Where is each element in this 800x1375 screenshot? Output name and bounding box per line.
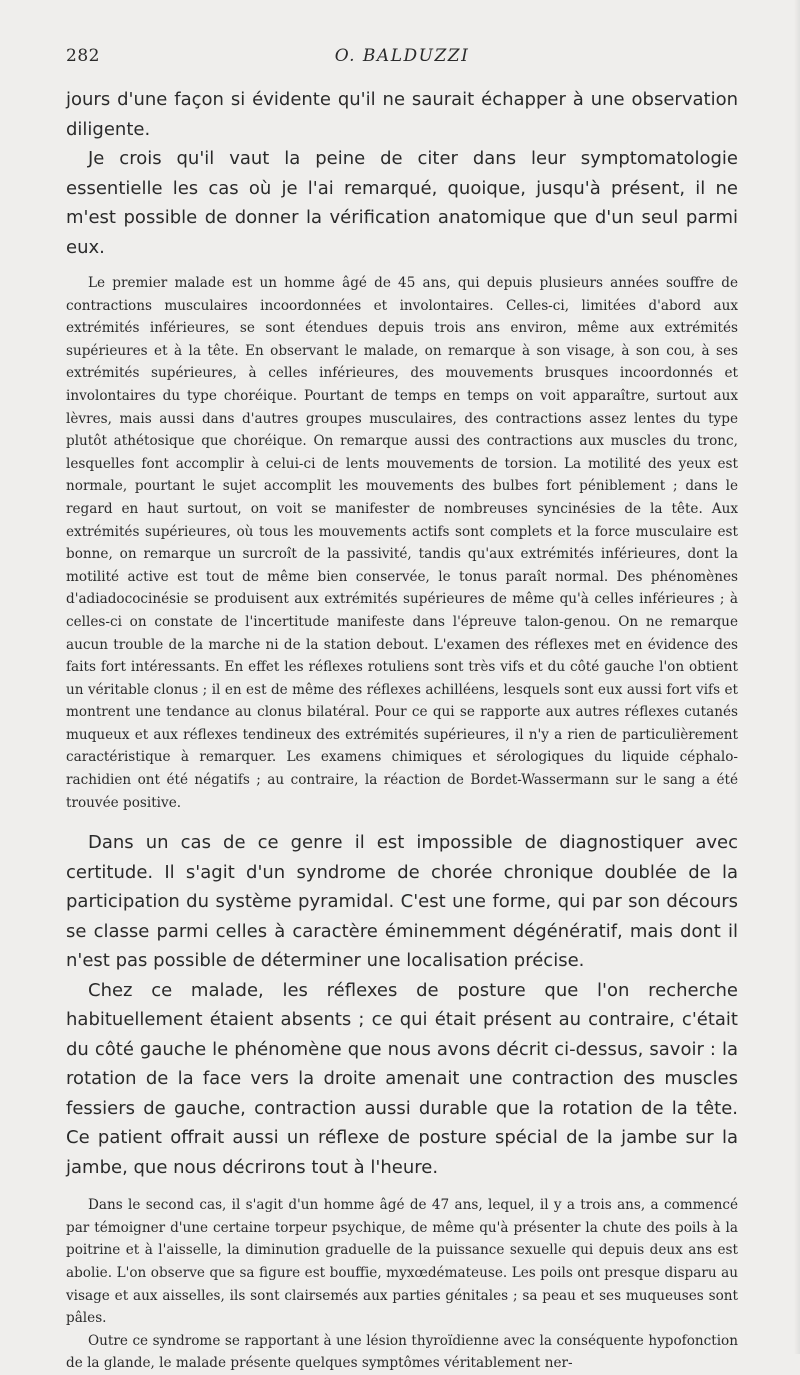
body-text [66,85,738,1375]
paragraph-posture-reflexes: Chez ce malade, les réflexes de posture que l'on recherche habituellement étaient absents ; ce qui était présent au contraire, c'était du côté gauche le phénomène que nous avons décrit ci-dessus, savoir : la rotation de la face vers la droite amenait une contraction des muscles fessiers de gauche, contraction aussi durable que la rotation de la tête. Ce patient offrait aussi un réflexe de posture spécial de la jambe sur la jambe, que nous décrirons tout à l'heure. [66,979,738,1178]
paragraph-diagnosis: Dans un cas de ce genre il est impossible de diagnostiquer avec certitude. Il s'agit d'un syndrome de chorée chronique doublée de la participation du système pyramidal. C'est une forme, qui par son décours se classe parmi celles à caractère éminemment dégénératif, mais dont il n'est pas possible de déterminer une localisation précise. [66,832,738,972]
paragraph-continuation: jours d'une façon si évidente qu'il ne saurait échapper à une observation diligente. [66,89,738,140]
page-number: 282 [66,46,100,66]
page-header [66,46,738,70]
case-two-description: Dans le second cas, il s'agit d'un homme âgé de 47 ans, lequel, il y a trois ans, a commencé par témoigner d'une certaine torpeur psychique, de même qu'à présenter la chute des poils à la poitrine et à l'aisselle, la diminution graduelle de la puissance sexuelle qui depuis deux ans est abolie. L'on observe que sa figure est bouffie, myxœdémateuse. Les poils ont presque disparu au visage et aux aisselles, ils sont clairsemés aux parties génitales ; sa peau et ses muqueuses sont pâles. [66,1197,738,1327]
case-two-continuation: Outre ce syndrome se rapportant à une lésion thyroïdienne avec la conséquente hypofonction de la glande, le malade présente quelques symptômes véritablement ner- [66,1332,738,1372]
paragraph-intro: Je crois qu'il vaut la peine de citer dans leur symptomatologie essentielle les cas où je l'ai remarqué, quoique, jusqu'à présent, il ne m'est possible de donner la vérification anatomique que d'un seul parmi eux. [66,148,738,258]
scan-edge [794,0,800,1354]
case-one-description: Le premier malade est un homme âgé de 45 ans, qui depuis plusieurs années souffre de contractions musculaires incoordonnées et involontaires. Celles-ci, limitées d'abord aux extrémités inférieures, se sont étendues depuis trois ans environ, même aux extrémités supérieures et à la tête. En observant le malade, on remarque à son visage, à son cou, à ses extrémités supérieures, à celles inférieures, des mouvements brusques incoordonnés et involontaires du type choréique. Pourtant de temps en temps on voit apparaître, surtout aux lèvres, mais aussi dans d'autres groupes musculaires, des contractions assez lentes du type plutôt athétosique que choréique. On remarque aussi des contractions aux muscles du tronc, lesquelles font accomplir à celui-ci de lents mouvements de torsion. La motilité des yeux est normale, pourtant le sujet accomplit les mouvements des bulbes fort péniblement ; dans le regard en haut surtout, on voit se manifester de nombreuses syncinésies de la tête. Aux extrémités supérieures, où tous les mouvements actifs sont complets et la force musculaire est bonne, on remarque un surcroît de la passivité, tandis qu'aux extrémités inférieures, dont la motilité active est tout de même bien conservée, le tonus paraît normal. Des phénomènes d'adiadococinésie se produisent aux extrémités supérieures de même qu'à celles inférieures ; à celles-ci on constate de l'incertitude manifeste dans l'épreuve talon-genou. On ne remarque aucun trouble de la marche ni de la station debout. L'examen des réflexes met en évidence des faits fort intéressants. En effet les réflexes rotuliens sont très vifs et du côté gauche l'on obtient un véritable clonus ; il en est de même des réflexes achilléens, lesquels sont eux aussi fort vifs et montrent une tendance au clonus bilatéral. Pour ce qui se rapporte aux autres réflexes cutanés muqueux et aux réflexes tendineux des extrémités supérieures, il n'y a rien de particulièrement caractéristique à remarquer. Les examens chimiques et sérologiques du liquide céphalo-rachidien ont été négatifs ; au contraire, la réaction de Bordet-Wassermann sur le sang a été trouvée positive. [66,275,738,811]
running-title: O. BALDUZZI [334,46,470,66]
